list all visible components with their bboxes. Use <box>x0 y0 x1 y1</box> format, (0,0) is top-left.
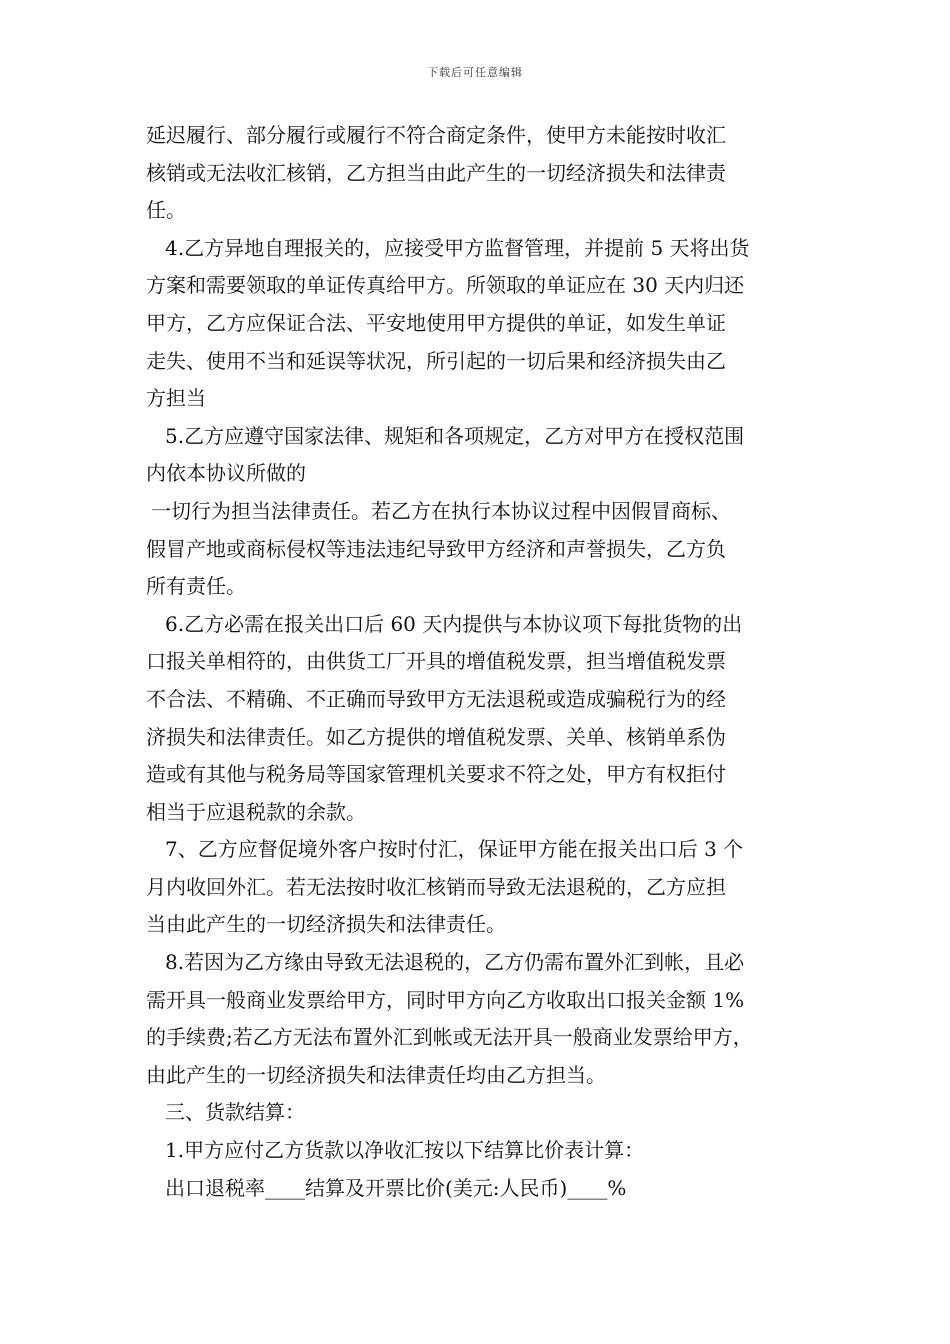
text-line: 口报关单相符的，由供货工厂开具的增值税发票，担当增值税发票 <box>146 649 726 674</box>
text-line: 1.甲方应付乙方货款以净收汇按以下结算比价表计算： <box>165 1138 645 1163</box>
text-line: 一切行为担当法律责任。若乙方在执行本协议过程中因假冒商标、 <box>151 498 731 523</box>
text-line: 月内收回外汇。若无法按时收汇核销而导致无法退税的，乙方应担 <box>146 874 726 899</box>
text-line: 需开具一般商业发票给甲方，同时甲方向乙方收取出口报关金额 1% <box>146 987 745 1012</box>
text-line: 延迟履行、部分履行或履行不符合商定条件，使甲方未能按时收汇 <box>146 123 726 147</box>
text-line: 甲方，乙方应保证合法、平安地使用甲方提供的单证，如发生单证 <box>146 310 726 335</box>
text-line: 相当于应退税款的余款。 <box>146 799 366 824</box>
text-line: 任。 <box>146 198 186 223</box>
text-line: 不合法、不精确、不正确而导致甲方无法退税或造成骗税行为的经 <box>146 686 726 711</box>
text-line: 的手续费;若乙方无法布置外汇到帐或无法开具一般商业发票给甲方， <box>146 1025 753 1050</box>
text-line: 三、货款结算： <box>165 1100 305 1125</box>
text-line: 核销或无法收汇核销，乙方担当由此产生的一切经济损失和法律责 <box>146 160 726 185</box>
text-line: 内依本协议所做的 <box>146 461 306 486</box>
text-line: 造或有其他与税务局等国家管理机关要求不符之处，甲方有权拒付 <box>146 762 726 787</box>
text-line: 6.乙方必需在报关出口后 60 天内提供与本协议项下每批货物的出 <box>165 611 743 636</box>
text-line: 出口退税率____结算及开票比价(美元:人民币)____% <box>165 1175 627 1200</box>
text-line: 所有责任。 <box>146 574 246 599</box>
text-line: 8.若因为乙方缘由导致无法退税的，乙方仍需布置外汇到帐，且必 <box>165 950 745 975</box>
text-line: 由此产生的一切经济损失和法律责任均由乙方担当。 <box>146 1062 606 1087</box>
page-header: 下载后可任意编辑 <box>427 66 523 79</box>
text-line: 济损失和法律责任。如乙方提供的增值税发票、关单、核销单系伪 <box>146 724 726 749</box>
text-line: 假冒产地或商标侵权等违法违纪导致甲方经济和声誉损失，乙方负 <box>146 536 726 561</box>
document-body <box>146 117 811 1207</box>
text-line: 7、乙方应督促境外客户按时付汇，保证甲方能在报关出口后 3 个 <box>165 837 744 862</box>
text-line: 方担当 <box>146 386 206 411</box>
text-line: 4.乙方异地自理报关的，应接受甲方监督管理，并提前 5 天将出货 <box>165 235 750 260</box>
text-line: 5.乙方应遵守国家法律、规矩和各项规定，乙方对甲方在授权范围 <box>165 423 745 448</box>
text-line: 当由此产生的一切经济损失和法律责任。 <box>146 912 506 937</box>
text-line: 走失、使用不当和延误等状况，所引起的一切后果和经济损失由乙 <box>146 348 726 373</box>
text-line: 方案和需要领取的单证传真给甲方。所领取的单证应在 30 天内归还 <box>146 273 745 298</box>
